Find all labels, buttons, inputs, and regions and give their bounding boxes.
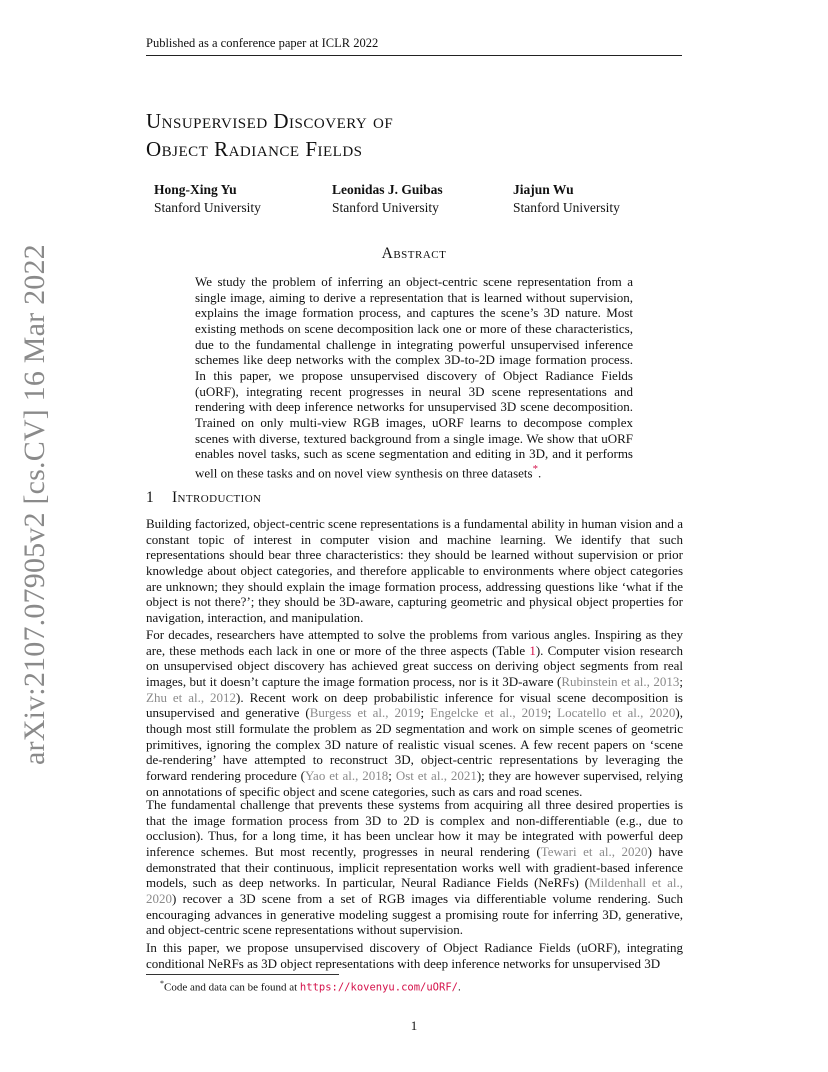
arxiv-identifier: arXiv:2107.07905v2 [cs.CV] 16 Mar 2022: [18, 244, 51, 765]
section-heading: [146, 489, 261, 507]
abstract-body: We study the problem of inferring an object-centric scene representation from a single image, aiming to derive a representation that is learned without supervision, explains the image formation process, and captures the scene’s 3D nature. Most existing methods on scene decomposition lack one or more of these characteristics, due to the fundamental challenge in integrating powerful unsupervised inference schemes like deep networks with the complex 3D-to-2D image formation process. In this paper, we propose unsupervised discovery of Object Radiance Fields (uORF), integrating recent progresses in neural 3D scene representations and rendering with deep inference networks for unsupervised 3D scene decomposition. Trained on only multi-view RGB images, uORF learns to decompose complex scenes with diverse, textured background from a single image. We show that uORF enables novel tasks, such as scene segmentation and editing in 3D, and it performs well on these tasks and on novel view synthesis on three datasets*.: [195, 274, 633, 481]
paragraph-3: [146, 797, 683, 938]
author-name: Jiajun Wu: [513, 182, 574, 197]
citation-link[interactable]: Engelcke et al., 2019: [430, 705, 548, 721]
text-run: ;: [547, 705, 558, 721]
author-block-2: [332, 181, 443, 217]
author-block-1: [154, 181, 261, 217]
paper-title: [146, 107, 393, 163]
paragraph-2: [146, 627, 683, 799]
citation-link[interactable]: Locatello et al., 2020: [557, 705, 676, 721]
section-title: Introduction: [172, 489, 262, 506]
citation-link[interactable]: Ost et al., 2021: [395, 767, 477, 783]
footnote-end: .: [457, 981, 461, 994]
author-affiliation: Stanford University: [513, 200, 620, 215]
paragraph-4: In this paper, we propose unsupervised discovery of Object Radiance Fields (uORF), integrating conditional NeRFs as 3D object representations with deep inference networks for unsupervised 3D: [146, 940, 683, 971]
running-head: Published as a conference paper at ICLR 2022: [146, 36, 682, 56]
paragraph-1: Building factorized, object-centric scene representations is a fundamental ability in human vision and a constant topic of interest in computer vision and machine learning. We identify that such representations should bear three characteristics: they should be learned without supervision or prior knowledge about object categories, and therefore applicable to environments where object categories are unknown; they should explain the image formation process, addressing questions like ‘what if the object is not there?’; they should be 3D-aware, capturing geometric and physical object properties for navigation, interaction, and manipulation.: [146, 516, 683, 625]
citation-link[interactable]: Rubinstein et al., 2013: [561, 673, 680, 689]
author-name: Leonidas J. Guibas: [332, 182, 443, 197]
section-number: 1: [146, 489, 155, 506]
author-name: Hong-Xing Yu: [154, 182, 237, 197]
citation-link[interactable]: Yao et al., 2018: [304, 767, 389, 783]
title-line-1: Unsupervised Discovery of: [146, 109, 394, 133]
text-run: ); they are however supervised, relying on annotations of specific object and scene categories, such as cars and road scenes.: [146, 767, 683, 799]
page-number: 1: [410, 1018, 418, 1033]
citation-link[interactable]: Mildenhall et al., 2020: [146, 875, 683, 906]
text-run: For decades, researchers have attempted to solve the problems from various angles. Inspiring as they are, these methods each lack in one or more of the three aspects (Table: [146, 627, 683, 658]
text-run: ;: [420, 705, 431, 721]
citation-link[interactable]: Tewari et al., 2020: [540, 843, 648, 859]
text-run: ;: [679, 673, 683, 689]
footnote-mark: *: [160, 979, 164, 988]
text-run: The fundamental challenge that prevents these systems from acquiring all three desired properties is that the image formation process from 3D to 2D is complex and non-differentiable (e.g., due to occlusion). Thus, for a long time, it has been unclear how it may be integrated with powerful deep inference schemes. But most recently, progresses in neural rendering (: [146, 797, 683, 859]
citation-link[interactable]: Burgess et al., 2019: [309, 705, 421, 721]
text-run: ) have demonstrated that their continuous, implicit representation works well with gradient-based inference models, such as deep networks. In particular, Neural Radiance Fields (NeRFs) (: [146, 843, 683, 891]
text-run: ). Recent work on deep probabilistic inference for visual scene decomposition is unsupervised and generative (: [146, 689, 683, 721]
author-block-3: [513, 181, 620, 217]
text-run: ). Computer vision research on unsupervised object discovery has achieved great success on deriving object segments from real images, but it doesn’t capture the image formation process, nor is it 3D-aware (: [146, 642, 683, 689]
citation-link[interactable]: Zhu et al., 2012: [146, 689, 237, 705]
table-ref-link[interactable]: 1: [529, 642, 536, 658]
footnote-mark-link[interactable]: *: [532, 462, 538, 475]
footnote-text: Code and data can be found at: [164, 981, 300, 994]
abstract-heading: Abstract: [381, 245, 447, 262]
text-run: ) recover a 3D scene from a set of RGB images via differentiable volume rendering. Such encouraging advances in generative modeling suggest a promising route for inferring 3D, generative, and object-centric scene representations without supervision.: [146, 890, 683, 938]
author-affiliation: Stanford University: [154, 200, 261, 215]
author-affiliation: Stanford University: [332, 200, 439, 215]
footnote-divider: [146, 974, 339, 975]
abstract-text: We study the problem of inferring an object-centric scene representation from a single image, aiming to derive a representation that is learned without supervision, explains the image formation process, and captures the scene’s 3D nature. Most existing methods on scene decomposition lack one or more of these characteristics, due to the fundamental challenge in integrating powerful unsupervised inference schemes like deep networks with the complex 3D-to-2D image formation process. In this paper, we propose unsupervised discovery of Object Radiance Fields (uORF), integrating recent progresses in neural 3D scene representations and rendering with deep inference networks for unsupervised 3D scene decomposition. Trained on only multi-view RGB images, uORF learns to decompose complex scenes with diverse, textured background from a single image. We show that uORF enables novel tasks, such as scene segmentation and editing in 3D, and it performs well on these tasks and on novel view synthesis on three datasets: [195, 274, 633, 481]
text-run: ), though most still formulate the problem as 2D segmentation and work on simple scenes of geometric primitives, ignoring the complex 3D nature of realistic visual scenes. A few recent papers on ‘scene de-rendering’ have attempted to reconstruct 3D, object-centric representations by leveraging the forward rendering procedure (: [146, 705, 683, 783]
footnote: [160, 977, 461, 995]
code-url-link[interactable]: https://kovenyu.com/uORF/: [299, 981, 458, 994]
text-run: ;: [388, 767, 396, 783]
title-line-2: Object Radiance Fields: [146, 137, 363, 161]
